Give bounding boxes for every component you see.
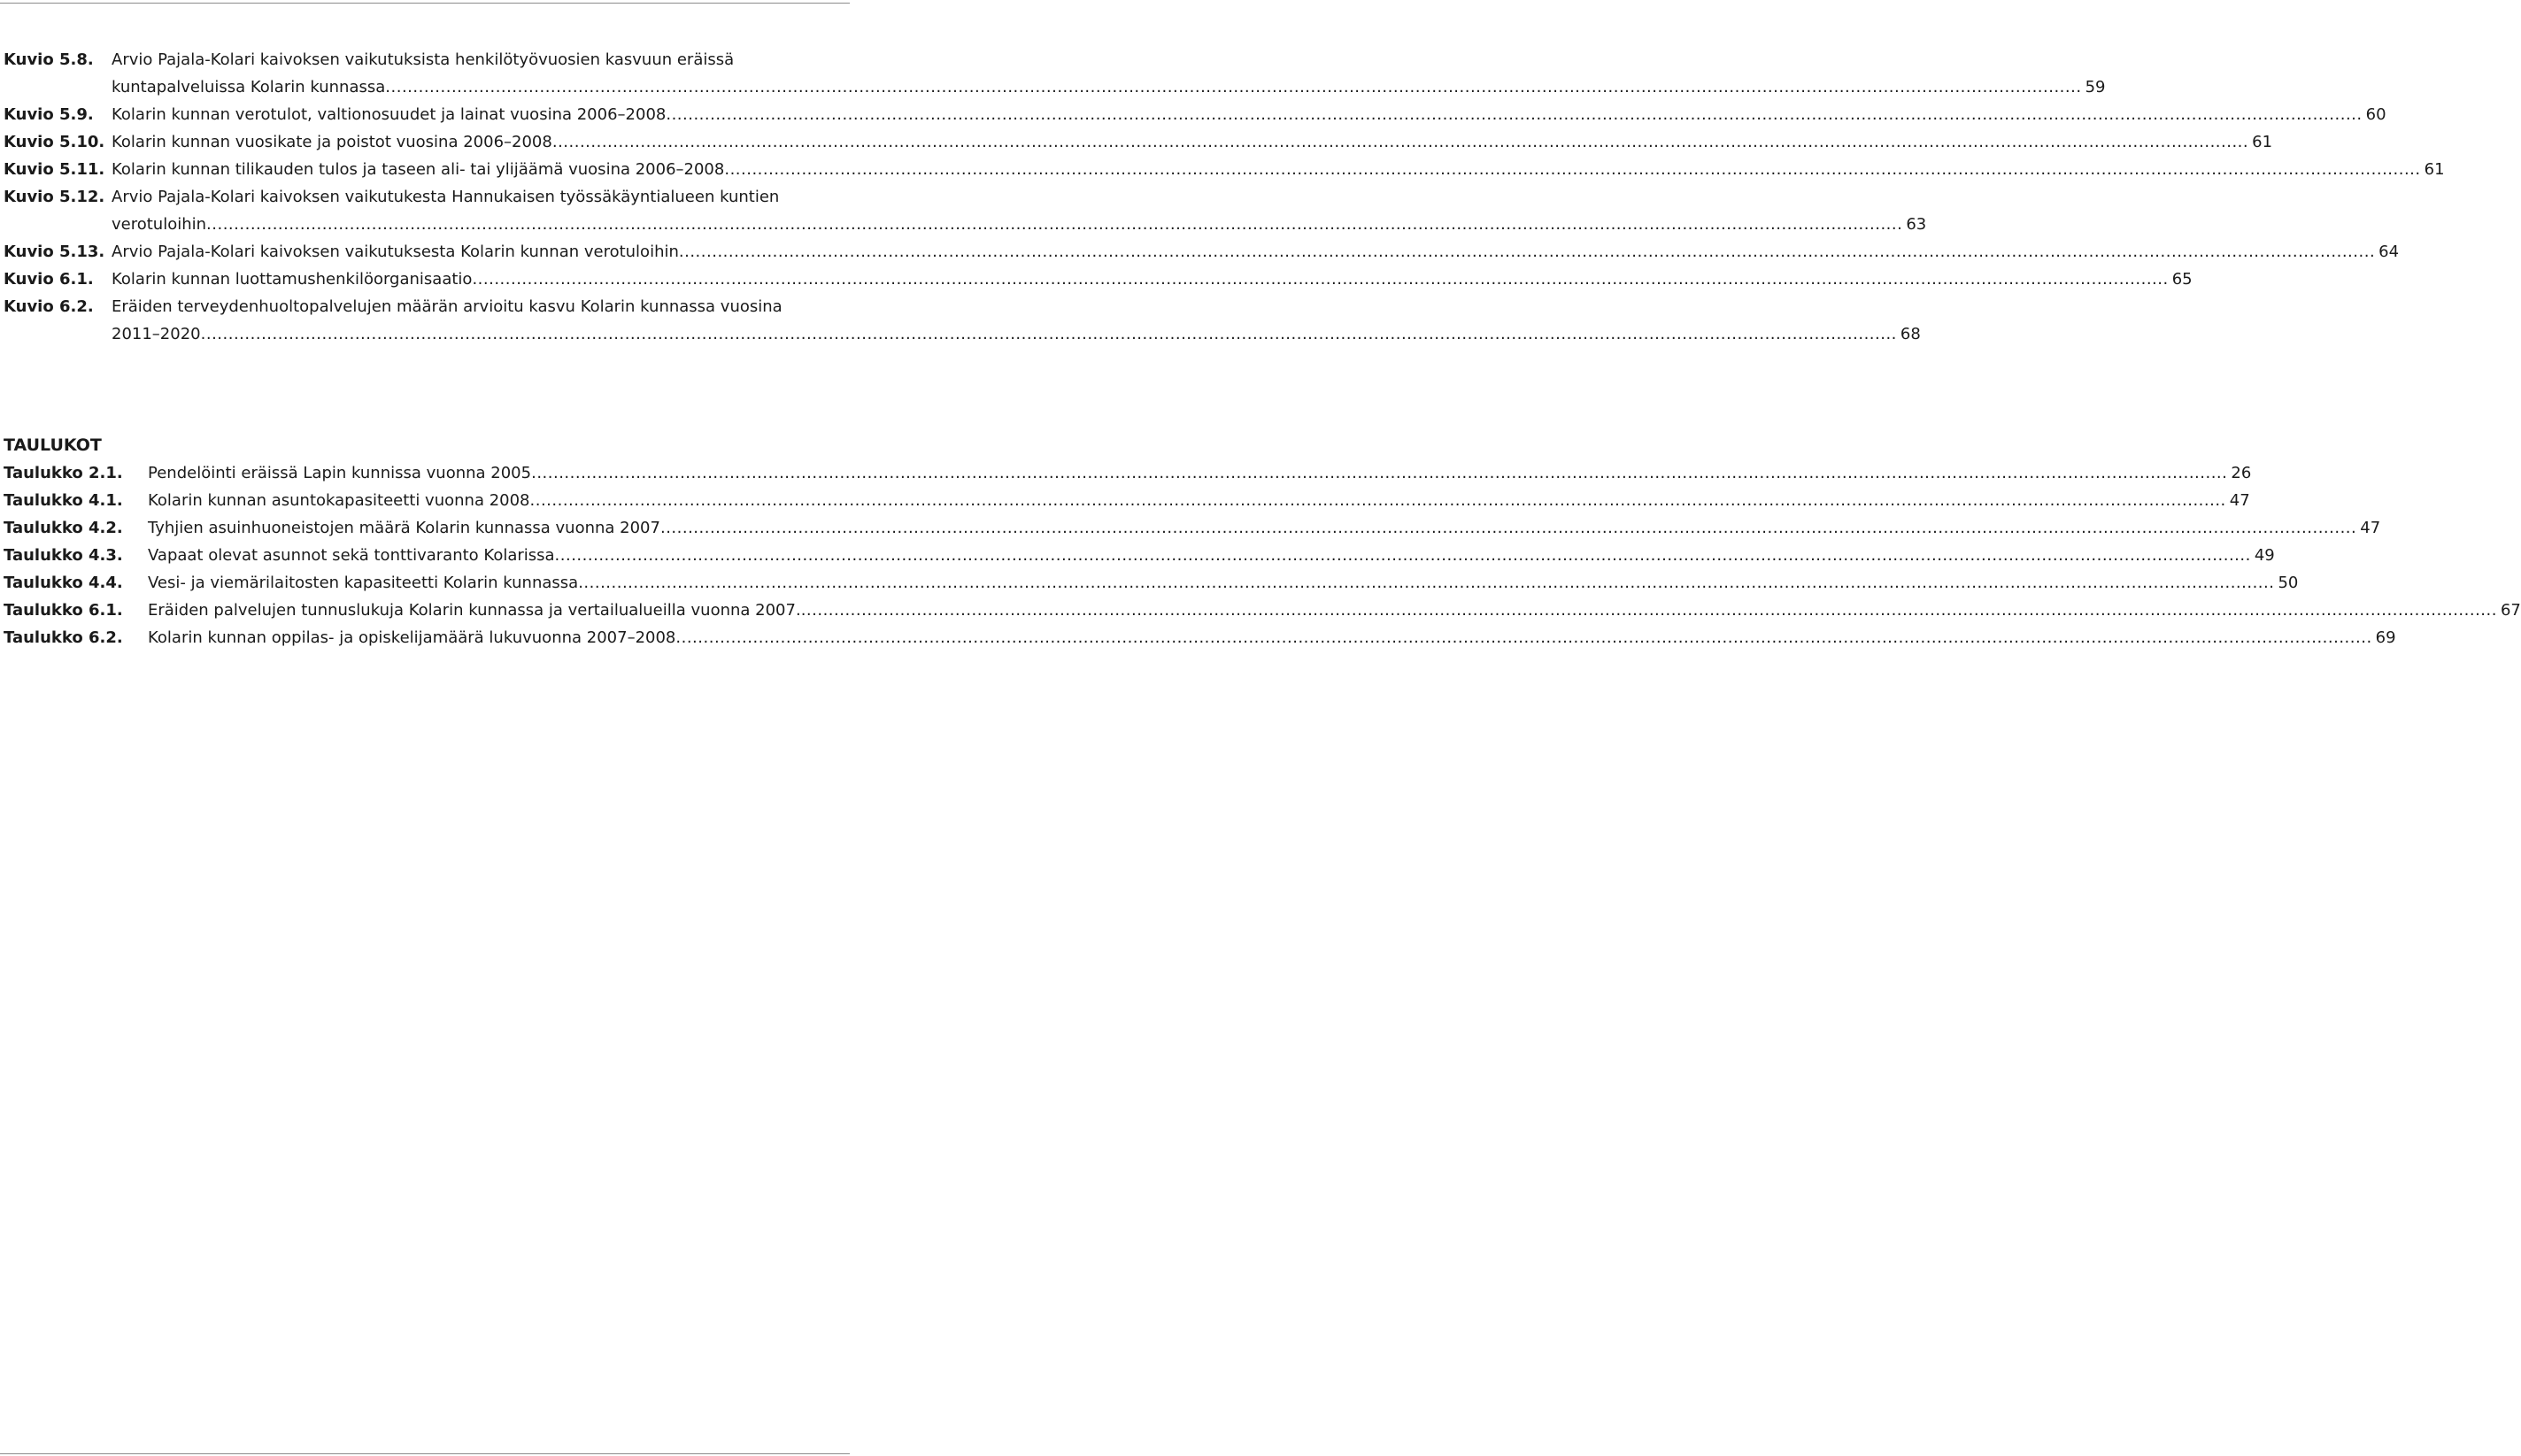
leader-dots xyxy=(578,569,2274,597)
leader-dots xyxy=(660,514,2356,542)
page-number: 59 xyxy=(2085,78,2106,96)
page-number: 69 xyxy=(2375,628,2396,647)
entry-label: Kuvio 5.10. xyxy=(4,133,105,151)
page-number: 68 xyxy=(1900,325,1921,343)
bottom-rule xyxy=(0,1453,850,1454)
leader-dots xyxy=(472,266,2168,293)
entry-label: Taulukko 2.1. xyxy=(4,464,123,482)
entry-title: Eräiden palvelujen tunnuslukuja Kolarin kunnassa ja vertailualueilla vuonna 2007. xyxy=(148,601,801,620)
toc-entry[interactable] xyxy=(4,101,2386,128)
toc-entry[interactable] xyxy=(4,487,2250,514)
leader-dots xyxy=(724,156,2420,183)
page-number: 50 xyxy=(2278,574,2299,592)
toc-entry[interactable] xyxy=(4,266,2193,293)
page-number: 65 xyxy=(2171,270,2193,289)
entry-title-line: Eräiden terveydenhuoltopalvelujen määrän arvioitu kasvu Kolarin kunnassa vuosina xyxy=(112,297,783,316)
page-number: 61 xyxy=(2252,133,2273,151)
page-number: 49 xyxy=(2254,546,2275,565)
leader-dots xyxy=(801,597,2497,624)
entry-body xyxy=(112,128,2273,156)
entry-title: Kolarin kunnan asuntokapasiteetti vuonna 2008 xyxy=(148,491,530,510)
leader-dots xyxy=(552,128,2248,156)
entry-title: Tyhjien asuinhuoneistojen määrä Kolarin kunnassa vuonna 2007 xyxy=(148,519,660,537)
page-number: 47 xyxy=(2229,491,2250,510)
page-number: 67 xyxy=(2500,601,2521,620)
toc-entry[interactable] xyxy=(4,597,2521,624)
leader-dots xyxy=(201,320,1897,348)
toc-entry[interactable] xyxy=(4,624,2396,651)
entry-label: Kuvio 6.2. xyxy=(4,297,94,316)
leader-dots xyxy=(555,542,2251,569)
entry-label: Taulukko 4.4. xyxy=(4,574,123,592)
entry-title: 2011–2020 xyxy=(112,325,201,343)
entry-body xyxy=(148,624,2396,651)
toc-entry[interactable] xyxy=(4,128,2273,156)
toc-entry[interactable] xyxy=(4,238,2400,266)
section-heading: TAULUKOT xyxy=(4,435,102,455)
page-number: 64 xyxy=(2378,243,2400,261)
entry-body xyxy=(148,542,2275,569)
entry-label: Taulukko 4.1. xyxy=(4,491,123,510)
entry-title: Pendelöinti eräissä Lapin kunnissa vuonna 2005 xyxy=(148,464,532,482)
toc-entry[interactable] xyxy=(4,156,2445,183)
leader-dots xyxy=(666,101,2362,128)
entry-title: kuntapalveluissa Kolarin kunnassa xyxy=(112,78,386,96)
entry-body xyxy=(112,293,1921,348)
page-number: 60 xyxy=(2365,105,2386,124)
entry-body xyxy=(112,266,2193,293)
leader-dots xyxy=(530,487,2226,514)
entry-title-line: Arvio Pajala-Kolari kaivoksen vaikutuksista henkilötyövuosien kasvuun eräissä xyxy=(112,50,735,69)
leader-dots xyxy=(385,73,2081,101)
entry-label: Kuvio 5.11. xyxy=(4,160,105,179)
entry-title: verotuloihin xyxy=(112,215,207,234)
entry-title: Kolarin kunnan luottamushenkilöorganisaatio xyxy=(112,270,473,289)
page-number: 61 xyxy=(2424,160,2445,179)
entry-title: Vapaat olevat asunnot sekä tonttivaranto Kolarissa xyxy=(148,546,555,565)
entry-label: Kuvio 5.8. xyxy=(4,50,94,69)
entry-title: Kolarin kunnan tilikauden tulos ja taseen ali- tai ylijäämä vuosina 2006–2008 xyxy=(112,160,725,179)
entry-title: Kolarin kunnan verotulot, valtionosuudet ja lainat vuosina 2006–2008 xyxy=(112,105,667,124)
entry-body xyxy=(148,597,2521,624)
entry-body xyxy=(148,487,2250,514)
tables-list xyxy=(4,432,2521,651)
entry-label: Taulukko 4.3. xyxy=(4,546,123,565)
toc-entry[interactable] xyxy=(4,459,2252,487)
page-number: 47 xyxy=(2360,519,2381,537)
entry-title: Kolarin kunnan vuosikate ja poistot vuosina 2006–2008 xyxy=(112,133,552,151)
toc-entry[interactable] xyxy=(4,542,2275,569)
entry-title-line: Arvio Pajala-Kolari kaivoksen vaikutukesta Hannukaisen työssäkäyntialueen kuntien xyxy=(112,188,780,206)
entry-label: Taulukko 4.2. xyxy=(4,519,123,537)
entry-body xyxy=(112,183,1927,238)
entry-label: Kuvio 5.12. xyxy=(4,188,105,206)
entry-label: Taulukko 6.2. xyxy=(4,628,123,647)
entry-label: Kuvio 6.1. xyxy=(4,270,94,289)
entry-label: Kuvio 5.13. xyxy=(4,243,105,261)
leader-dots xyxy=(531,459,2227,487)
entry-title: Arvio Pajala-Kolari kaivoksen vaikutuksesta Kolarin kunnan verotuloihin xyxy=(112,243,679,261)
entry-body xyxy=(112,101,2386,128)
toc-entry[interactable] xyxy=(4,569,2299,597)
toc-entry[interactable] xyxy=(4,183,1927,238)
entry-body xyxy=(148,459,2252,487)
toc-entry[interactable] xyxy=(4,293,1921,348)
leader-dots xyxy=(206,211,1902,238)
toc-entry[interactable] xyxy=(4,46,2106,101)
leader-dots xyxy=(679,238,2375,266)
page-number: 26 xyxy=(2231,464,2252,482)
entry-label: Taulukko 6.1. xyxy=(4,601,123,620)
page-number: 63 xyxy=(1906,215,1927,234)
entry-title: Kolarin kunnan oppilas- ja opiskelijamäärä lukuvuonna 2007–2008 xyxy=(148,628,676,647)
entry-body xyxy=(148,569,2299,597)
entry-label: Kuvio 5.9. xyxy=(4,105,94,124)
leader-dots xyxy=(675,624,2371,651)
entry-body xyxy=(148,514,2381,542)
figures-list xyxy=(4,46,2445,348)
toc-entry[interactable] xyxy=(4,514,2381,542)
entry-body xyxy=(112,46,2106,101)
entry-body xyxy=(112,238,2400,266)
entry-body xyxy=(112,156,2445,183)
top-rule xyxy=(0,3,850,4)
entry-title: Vesi- ja viemärilaitosten kapasiteetti Kolarin kunnassa xyxy=(148,574,579,592)
